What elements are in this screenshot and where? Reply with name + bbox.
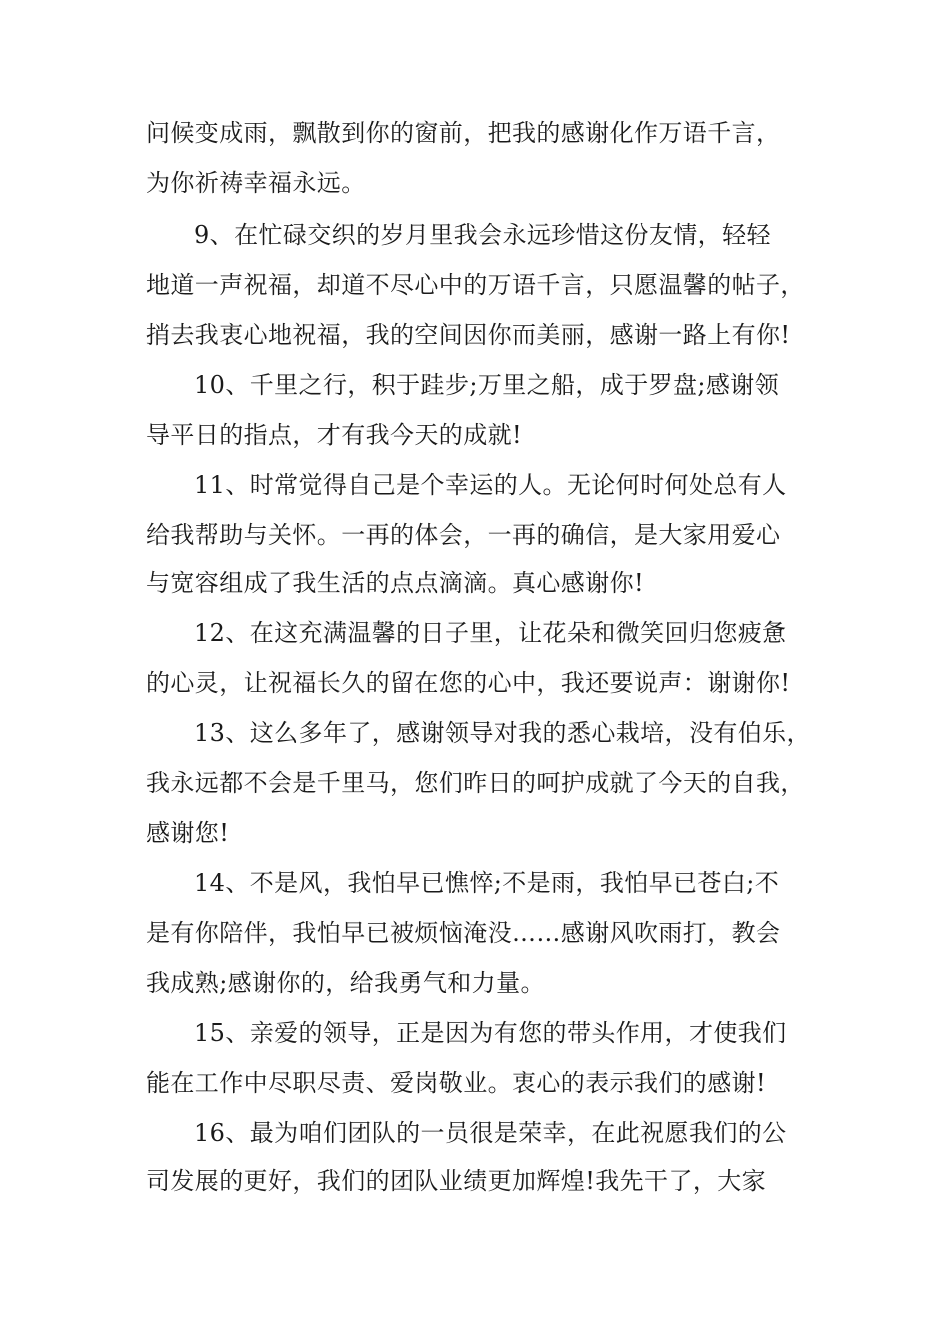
text-line: 司发展的更好，我们的团队业绩更加辉煌!我先干了，大家 bbox=[146, 1167, 767, 1195]
text-line: 问候变成雨，飘散到你的窗前，把我的感谢化作万语千言， bbox=[146, 119, 781, 147]
paragraph-14-line: 14、不是风，我怕早已憔悴;不是雨，我怕早已苍白;不 bbox=[194, 869, 780, 897]
paragraph-10-line: 10、千里之行，积于跬步;万里之船，成于罗盘;感谢领 bbox=[194, 371, 780, 399]
text-line: 能在工作中尽职尽责、爱岗敬业。衷心的表示我们的感谢! bbox=[146, 1069, 767, 1097]
text-line: 地道一声祝福，却道不尽心中的万语千言，只愿温馨的帖子， bbox=[146, 271, 805, 299]
text-line: 我永远都不会是千里马，您们昨日的呵护成就了今天的自我， bbox=[146, 769, 805, 797]
text-line: 捎去我衷心地祝福，我的空间因你而美丽，感谢一路上有你! bbox=[146, 321, 791, 349]
text-line: 为你祈祷幸福永远。 bbox=[146, 169, 366, 197]
paragraph-9-line: 9、在忙碌交织的岁月里我会永远珍惜这份友情，轻轻 bbox=[194, 221, 771, 249]
text-line: 是有你陪伴，我怕早已被烦恼淹没……感谢风吹雨打，教会 bbox=[146, 919, 781, 947]
text-line: 我成熟;感谢你的，给我勇气和力量。 bbox=[146, 969, 545, 997]
paragraph-13-line: 13、这么多年了，感谢领导对我的悉心栽培，没有伯乐， bbox=[194, 719, 811, 747]
text-line: 与宽容组成了我生活的点点滴滴。真心感谢你! bbox=[146, 569, 645, 597]
text-line: 导平日的指点，才有我今天的成就! bbox=[146, 421, 523, 449]
paragraph-12-line: 12、在这充满温馨的日子里，让花朵和微笑回归您疲惫 bbox=[194, 619, 787, 647]
text-line: 给我帮助与关怀。一再的体会，一再的确信，是大家用爱心 bbox=[146, 521, 781, 549]
text-line: 感谢您! bbox=[146, 819, 230, 847]
paragraph-15-line: 15、亲爱的领导，正是因为有您的带头作用，才使我们 bbox=[194, 1019, 787, 1047]
text-line: 的心灵，让祝福长久的留在您的心中，我还要说声：谢谢你! bbox=[146, 669, 791, 697]
paragraph-16-line: 16、最为咱们团队的一员很是荣幸，在此祝愿我们的公 bbox=[194, 1119, 787, 1147]
paragraph-11-line: 11、时常觉得自己是个幸运的人。无论何时何处总有人 bbox=[194, 471, 787, 499]
